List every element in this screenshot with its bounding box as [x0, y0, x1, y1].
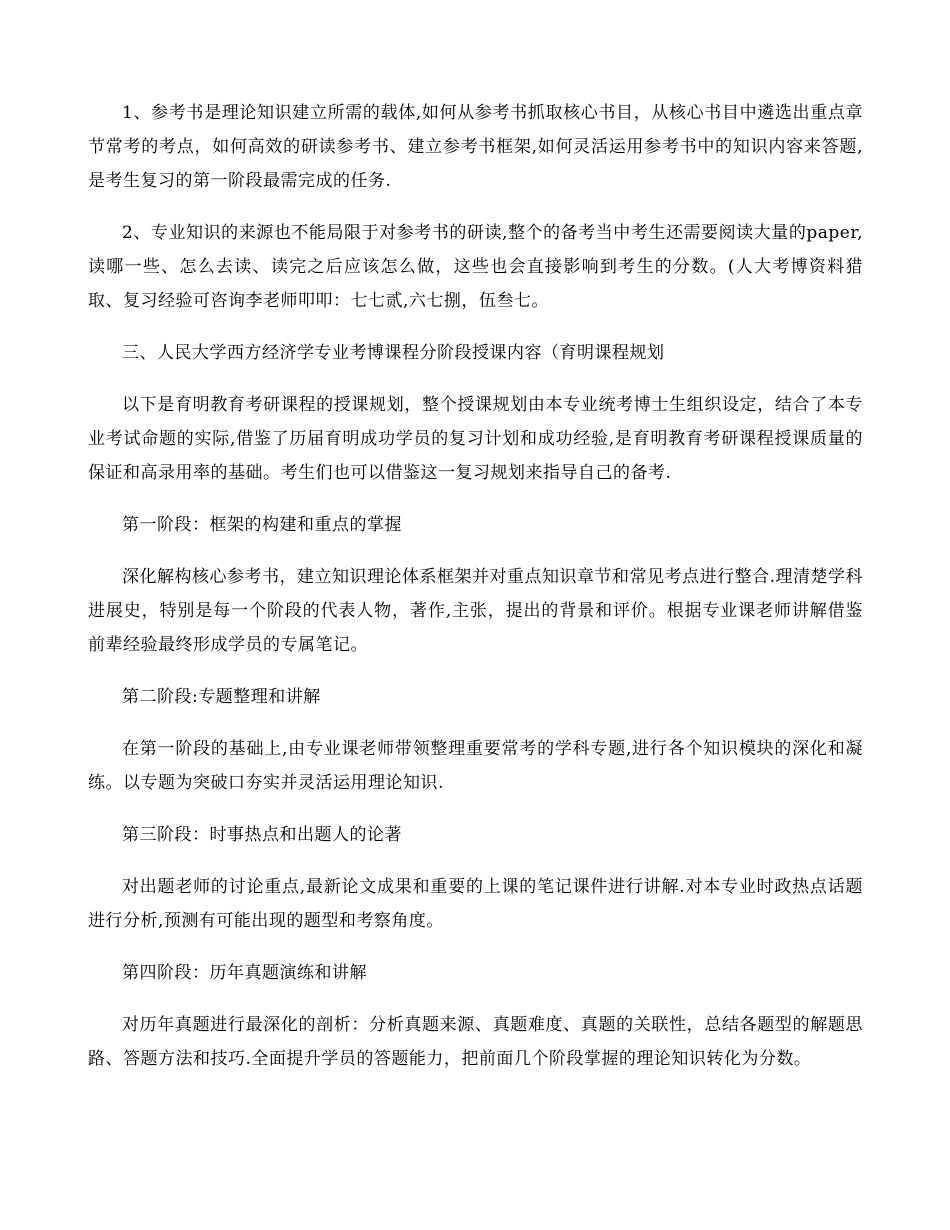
paragraph-reference-books: 1、参考书是理论知识建立所需的载体,如何从参考书抓取核心书目，从核心书目中遴选出重点章节常考的考点，如何高效的研读参考书、建立参考书框架,如何灵活运用参考书中的知识内容来答题,是考生复习的第一阶段最需完成的任务. — [88, 103, 863, 191]
stage-three-heading: 第三阶段：时事热点和出题人的论著 — [122, 825, 402, 845]
stage-four-heading: 第四阶段：历年真题演练和讲解 — [122, 963, 367, 983]
document-body — [88, 96, 863, 1094]
stage-one-heading: 第一阶段：框架的构建和重点的掌握 — [122, 515, 402, 535]
stage-three-text: 对出题老师的讨论重点,最新论文成果和重要的上课的笔记课件进行讲解.对本专业时政热点话题进行分析,预测有可能出现的题型和考察角度。 — [88, 877, 863, 931]
section-heading-course-plan: 三、人民大学西方经济学专业考博课程分阶段授课内容（育明课程规划 — [122, 343, 665, 363]
paragraph-professional-knowledge: 2、专业知识的来源也不能局限于对参考书的研读,整个的备考当中考生还需要阅读大量的paper,读哪一些、怎么去读、读完之后应该怎么做，这些也会直接影响到考生的分数。(人大考博资料猎取、复习经验可咨询李老师叩叩：七七贰,六七捌，伍叁七。 — [88, 223, 863, 311]
paragraph-course-plan-intro: 以下是育明教育考研课程的授课规划，整个授课规划由本专业统考博士生组织设定，结合了本专业考试命题的实际,借鉴了历届育明成功学员的复习计划和成功经验,是育明教育考研课程授课质量的保证和高录用率的基础。考生们也可以借鉴这一复习规划来指导自己的备考. — [88, 395, 863, 483]
stage-two-text: 在第一阶段的基础上,由专业课老师带领整理重要常考的学科专题,进行各个知识模块的深化和凝练。以专题为突破口夯实并灵活运用理论知识. — [88, 739, 863, 793]
stage-one-text: 深化解构核心参考书，建立知识理论体系框架并对重点知识章节和常见考点进行整合.理清楚学科进展史，特别是每一个阶段的代表人物，著作,主张，提出的背景和评价。根据专业课老师讲解借鉴前辈经验最终形成学员的专属笔记。 — [88, 567, 863, 655]
stage-four-text: 对历年真题进行最深化的剖析：分析真题来源、真题难度、真题的关联性，总结各题型的解题思路、答题方法和技巧.全面提升学员的答题能力，把前面几个阶段掌握的理论知识转化为分数。 — [88, 1015, 863, 1069]
stage-two-heading: 第二阶段:专题整理和讲解 — [122, 687, 321, 707]
